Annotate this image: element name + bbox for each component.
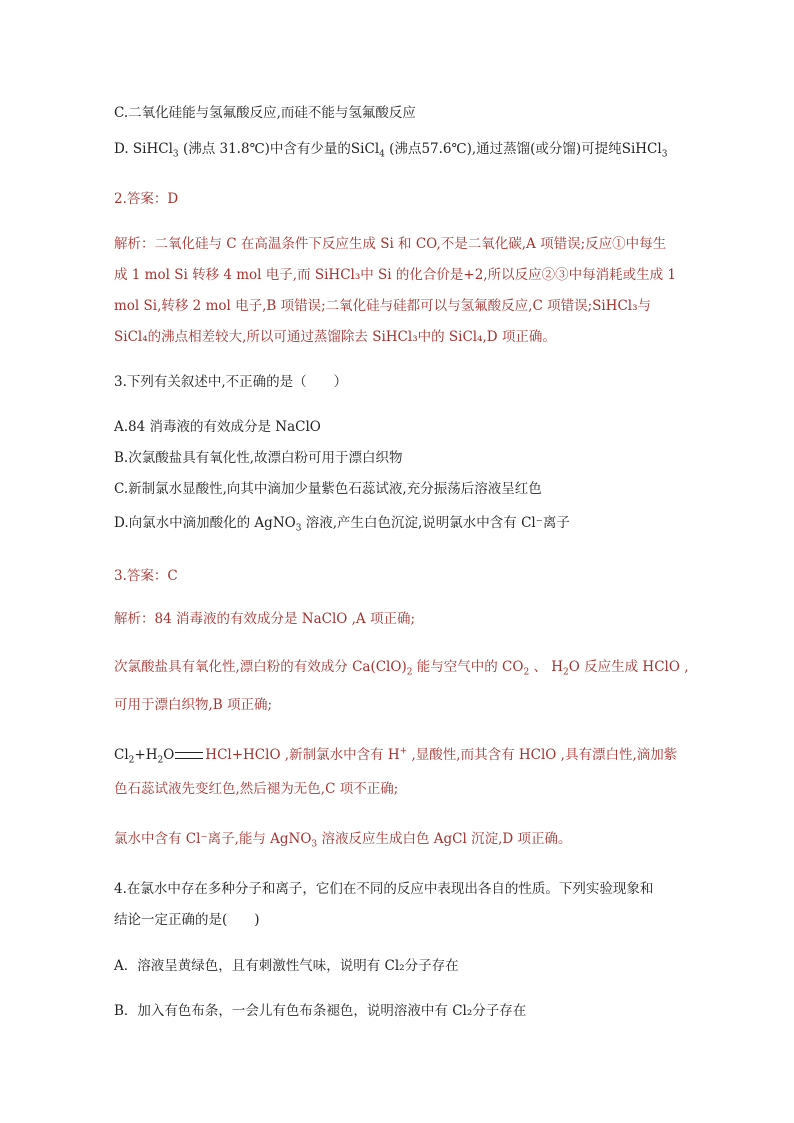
analysis-2-line-4: SiCl₄的沸点相差较大,所以可通过蒸馏除去 SiHCl₃中的 SiCl₄,D 项正确。 <box>114 329 556 345</box>
a3-l6-sub: 3 <box>311 839 318 850</box>
q4-stem-line-1: 4.在氯水中存在多种分子和离子，它们在不同的反应中表现出各自的性质。下列实验现象和 <box>114 881 654 897</box>
analysis-3-line-4 <box>114 745 714 765</box>
q1-option-c: C.二氧化硅能与氢氟酸反应,而硅不能与氢氟酸反应 <box>114 105 416 121</box>
analysis-2-line-1: 解析：二氧化硅与 C 在高温条件下反应生成 Si 和 CO,不是二氧化碳,A 项错误;反应①中每生 <box>114 236 667 252</box>
a3-l4-text: HCl+HClO ,新制氯水中含有 H <box>205 747 400 763</box>
equation-sub-1: 2 <box>128 755 135 766</box>
q1-d-sub-2: 4 <box>379 149 385 160</box>
equation-sub-2: 2 <box>157 755 164 766</box>
q1-d-sub-3: 3 <box>661 149 668 160</box>
a3-l2-sub-3: 2 <box>563 667 569 678</box>
equation-o: O <box>163 747 175 763</box>
a3-l6-text-1: 氯水中含有 Cl⁻离子,能与 AgNO <box>114 831 312 847</box>
q4-stem-line-2: 结论一定正确的是( ) <box>114 912 260 928</box>
analysis-3-line-1: 解析：84 消毒液的有效成分是 NaClO ,A 项正确; <box>114 611 416 627</box>
q1-d-text-3: (沸点57.6℃),通过蒸馏(或分馏)可提纯SiHCl <box>384 141 662 157</box>
q3-option-b: B.次氯酸盐具有氧化性,故漂白粉可用于漂白织物 <box>114 450 403 466</box>
a3-l2-sub-1: 2 <box>406 667 413 678</box>
q3-stem: 3.下列有关叙述中,不正确的是（ ） <box>114 374 348 390</box>
analysis-2-line-2: 成 1 mol Si 转移 4 mol 电子,而 SiHCl₃中 Si 的化合价是+2,所以反应②③中每消耗或生成 1 <box>114 267 676 283</box>
a3-l2-sub-2: 2 <box>523 667 530 678</box>
q4-option-b: B．加入有色布条，一会儿有色布条褪色，说明溶液中有 Cl₂分子存在 <box>114 1003 527 1019</box>
q3-d-sub: 3 <box>295 523 302 534</box>
equilibrium-sign-icon <box>175 752 203 759</box>
q1-d-sub-1: 3 <box>172 149 179 160</box>
a3-l4-text-2: ,显酸性,而其含有 HClO ,具有漂白性,滴加紫 <box>407 747 678 763</box>
answer-2: 2.答案：D <box>114 191 179 207</box>
q3-option-c: C.新制氯水显酸性,向其中滴加少量紫色石蕊试液,充分振荡后溶液呈红色 <box>114 481 542 497</box>
q4-option-a: A．溶液呈黄绿色，且有刺激性气味，说明有 Cl₂分子存在 <box>114 958 459 974</box>
a3-l2-text-2: 能与空气中的 CO <box>412 659 524 675</box>
q3-option-d <box>114 513 714 533</box>
analysis-3-line-2 <box>114 657 714 677</box>
a3-l2-text-1: 次氯酸盐具有氧化性,漂白粉的有效成分 Ca(ClO) <box>114 659 407 675</box>
q1-d-text-2: (沸点 31.8℃)中含有少量的SiCl <box>178 141 380 157</box>
a3-l2-text-3: 、 H <box>529 659 564 675</box>
q1-d-text-1: D. SiHCl <box>114 141 173 157</box>
equation-h2o: +H <box>134 747 158 763</box>
a3-l2-text-4: O 反应生成 HClO , <box>568 659 689 675</box>
analysis-2-line-3: mol Si,转移 2 mol 电子,B 项错误;二氧化硅与硅都可以与氢氟酸反应,C 项错误;SiHCl₃与 <box>114 298 652 314</box>
q1-option-d <box>114 139 714 159</box>
analysis-3-line-6 <box>114 829 714 849</box>
answer-3: 3.答案：C <box>114 568 178 584</box>
q3-option-a: A.84 消毒液的有效成分是 NaClO <box>114 419 321 435</box>
a3-l4-sup: + <box>399 746 408 757</box>
q3-d-text-1: D.向氯水中滴加酸化的 AgNO <box>114 515 296 531</box>
a3-l6-text-2: 溶液反应生成白色 AgCl 沉淀,D 项正确。 <box>317 831 572 847</box>
analysis-3-line-3: 可用于漂白织物,B 项正确; <box>114 697 273 713</box>
equation-cl2: Cl <box>114 747 129 763</box>
q3-d-text-2: 溶液,产生白色沉淀,说明氯水中含有 Cl⁻离子 <box>301 515 570 531</box>
analysis-3-line-5: 色石蕊试液先变红色,然后褪为无色,C 项不正确; <box>114 781 399 797</box>
